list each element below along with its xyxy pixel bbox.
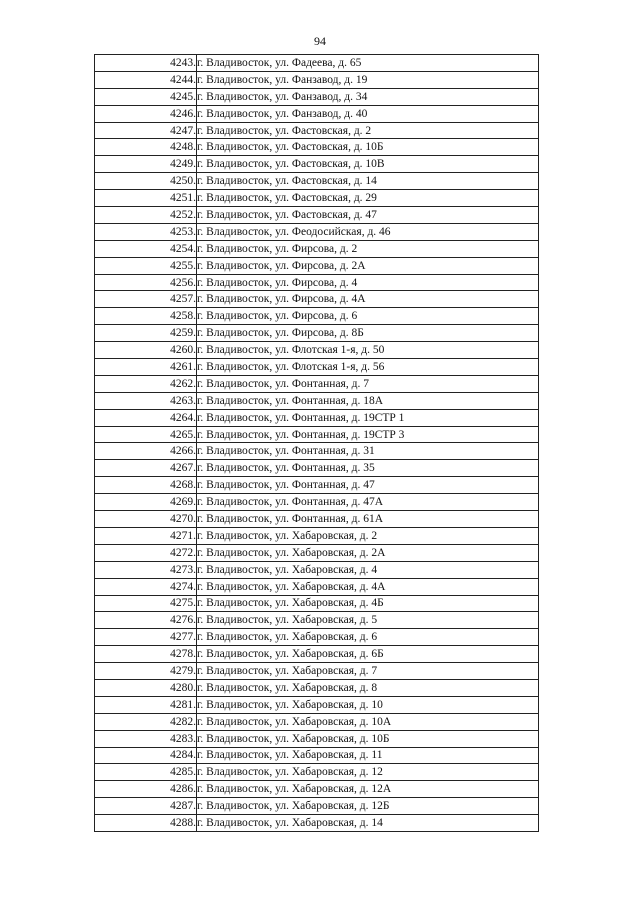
table-row (95, 392, 539, 409)
table-row (95, 679, 539, 696)
table-row (95, 291, 539, 308)
table-row (95, 494, 539, 511)
row-number: 4245. (95, 88, 197, 105)
row-address: г. Владивосток, ул. Хабаровская, д. 11 (197, 747, 539, 764)
row-address: г. Владивосток, ул. Фонтанная, д. 19СТР 1 (197, 409, 539, 426)
row-number: 4273. (95, 561, 197, 578)
row-number: 4262. (95, 375, 197, 392)
row-number: 4287. (95, 798, 197, 815)
table-row (95, 105, 539, 122)
row-address: г. Владивосток, ул. Фирсова, д. 2 (197, 240, 539, 257)
row-address: г. Владивосток, ул. Хабаровская, д. 10А (197, 713, 539, 730)
table-row (95, 629, 539, 646)
row-address: г. Владивосток, ул. Фирсова, д. 8Б (197, 325, 539, 342)
row-number: 4255. (95, 257, 197, 274)
row-number: 4270. (95, 511, 197, 528)
table-row (95, 190, 539, 207)
row-address: г. Владивосток, ул. Фонтанная, д. 47 (197, 477, 539, 494)
table-row (95, 257, 539, 274)
row-number: 4250. (95, 173, 197, 190)
row-number: 4275. (95, 595, 197, 612)
row-address: г. Владивосток, ул. Фонтанная, д. 35 (197, 460, 539, 477)
table-row (95, 578, 539, 595)
row-address: г. Владивосток, ул. Фастовская, д. 2 (197, 122, 539, 139)
row-address: г. Владивосток, ул. Хабаровская, д. 14 (197, 815, 539, 832)
row-number: 4282. (95, 713, 197, 730)
row-address: г. Владивосток, ул. Фонтанная, д. 61А (197, 511, 539, 528)
table-row (95, 375, 539, 392)
table-row (95, 747, 539, 764)
table-row (95, 544, 539, 561)
table-row (95, 764, 539, 781)
table-row (95, 223, 539, 240)
row-address: г. Владивосток, ул. Хабаровская, д. 6Б (197, 646, 539, 663)
row-number: 4277. (95, 629, 197, 646)
table-row (95, 696, 539, 713)
table-row (95, 409, 539, 426)
row-address: г. Владивосток, ул. Хабаровская, д. 2 (197, 527, 539, 544)
page-number: 94 (314, 34, 326, 48)
row-address: г. Владивосток, ул. Хабаровская, д. 2А (197, 544, 539, 561)
row-number: 4278. (95, 646, 197, 663)
row-number: 4264. (95, 409, 197, 426)
table-row (95, 460, 539, 477)
row-number: 4260. (95, 342, 197, 359)
table-row (95, 815, 539, 832)
row-address: г. Владивосток, ул. Фонтанная, д. 7 (197, 375, 539, 392)
table-row (95, 240, 539, 257)
row-number: 4279. (95, 663, 197, 680)
table-row (95, 207, 539, 224)
table-row (95, 173, 539, 190)
row-address: г. Владивосток, ул. Хабаровская, д. 10Б (197, 730, 539, 747)
table-row (95, 122, 539, 139)
row-address: г. Владивосток, ул. Феодосийская, д. 46 (197, 223, 539, 240)
row-address: г. Владивосток, ул. Хабаровская, д. 12А (197, 781, 539, 798)
table-row (95, 308, 539, 325)
table-row (95, 612, 539, 629)
row-address: г. Владивосток, ул. Фирсова, д. 2А (197, 257, 539, 274)
row-number: 4254. (95, 240, 197, 257)
row-number: 4263. (95, 392, 197, 409)
row-address: г. Владивосток, ул. Хабаровская, д. 4А (197, 578, 539, 595)
table-row (95, 342, 539, 359)
row-number: 4283. (95, 730, 197, 747)
row-number: 4261. (95, 359, 197, 376)
row-address: г. Владивосток, ул. Фастовская, д. 14 (197, 173, 539, 190)
row-number: 4244. (95, 71, 197, 88)
row-number: 4286. (95, 781, 197, 798)
row-number: 4257. (95, 291, 197, 308)
address-table-body (95, 55, 539, 832)
table-row (95, 730, 539, 747)
row-number: 4288. (95, 815, 197, 832)
row-address: г. Владивосток, ул. Флотская 1-я, д. 56 (197, 359, 539, 376)
row-address: г. Владивосток, ул. Фанзавод, д. 34 (197, 88, 539, 105)
row-address: г. Владивосток, ул. Фонтанная, д. 18А (197, 392, 539, 409)
table-row (95, 88, 539, 105)
row-number: 4269. (95, 494, 197, 511)
row-address: г. Владивосток, ул. Фанзавод, д. 19 (197, 71, 539, 88)
table-row (95, 646, 539, 663)
row-number: 4284. (95, 747, 197, 764)
row-number: 4274. (95, 578, 197, 595)
row-number: 4247. (95, 122, 197, 139)
table-row (95, 426, 539, 443)
table-row (95, 477, 539, 494)
row-address: г. Владивосток, ул. Фадеева, д. 65 (197, 55, 539, 72)
row-address: г. Владивосток, ул. Фонтанная, д. 47А (197, 494, 539, 511)
address-table (94, 54, 539, 832)
table-row (95, 663, 539, 680)
row-address: г. Владивосток, ул. Фонтанная, д. 19СТР 3 (197, 426, 539, 443)
row-number: 4259. (95, 325, 197, 342)
row-number: 4271. (95, 527, 197, 544)
row-address: г. Владивосток, ул. Хабаровская, д. 6 (197, 629, 539, 646)
row-address: г. Владивосток, ул. Фирсова, д. 4А (197, 291, 539, 308)
row-address: г. Владивосток, ул. Фастовская, д. 29 (197, 190, 539, 207)
row-address: г. Владивосток, ул. Фастовская, д. 10Б (197, 139, 539, 156)
table-row (95, 71, 539, 88)
row-address: г. Владивосток, ул. Хабаровская, д. 12 (197, 764, 539, 781)
row-number: 4246. (95, 105, 197, 122)
row-number: 4253. (95, 223, 197, 240)
row-address: г. Владивосток, ул. Фирсова, д. 4 (197, 274, 539, 291)
row-address: г. Владивосток, ул. Фанзавод, д. 40 (197, 105, 539, 122)
table-row (95, 713, 539, 730)
table-row (95, 325, 539, 342)
row-address: г. Владивосток, ул. Хабаровская, д. 4 (197, 561, 539, 578)
row-number: 4258. (95, 308, 197, 325)
row-number: 4266. (95, 443, 197, 460)
table-row (95, 55, 539, 72)
table-row (95, 561, 539, 578)
row-number: 4265. (95, 426, 197, 443)
row-address: г. Владивосток, ул. Фастовская, д. 47 (197, 207, 539, 224)
row-number: 4268. (95, 477, 197, 494)
row-address: г. Владивосток, ул. Хабаровская, д. 12Б (197, 798, 539, 815)
row-number: 4243. (95, 55, 197, 72)
row-number: 4248. (95, 139, 197, 156)
table-row (95, 274, 539, 291)
row-address: г. Владивосток, ул. Фастовская, д. 10В (197, 156, 539, 173)
row-number: 4281. (95, 696, 197, 713)
row-address: г. Владивосток, ул. Флотская 1-я, д. 50 (197, 342, 539, 359)
row-address: г. Владивосток, ул. Хабаровская, д. 10 (197, 696, 539, 713)
row-number: 4285. (95, 764, 197, 781)
row-address: г. Владивосток, ул. Хабаровская, д. 7 (197, 663, 539, 680)
row-number: 4252. (95, 207, 197, 224)
table-row (95, 781, 539, 798)
row-address: г. Владивосток, ул. Фонтанная, д. 31 (197, 443, 539, 460)
table-row (95, 139, 539, 156)
row-address: г. Владивосток, ул. Хабаровская, д. 8 (197, 679, 539, 696)
row-number: 4267. (95, 460, 197, 477)
table-row (95, 595, 539, 612)
row-address: г. Владивосток, ул. Хабаровская, д. 5 (197, 612, 539, 629)
table-row (95, 511, 539, 528)
row-address: г. Владивосток, ул. Фирсова, д. 6 (197, 308, 539, 325)
row-number: 4272. (95, 544, 197, 561)
row-number: 4280. (95, 679, 197, 696)
table-row (95, 798, 539, 815)
table-row (95, 443, 539, 460)
row-number: 4249. (95, 156, 197, 173)
row-number: 4276. (95, 612, 197, 629)
row-number: 4251. (95, 190, 197, 207)
table-row (95, 527, 539, 544)
row-number: 4256. (95, 274, 197, 291)
table-row (95, 156, 539, 173)
row-address: г. Владивосток, ул. Хабаровская, д. 4Б (197, 595, 539, 612)
table-row (95, 359, 539, 376)
